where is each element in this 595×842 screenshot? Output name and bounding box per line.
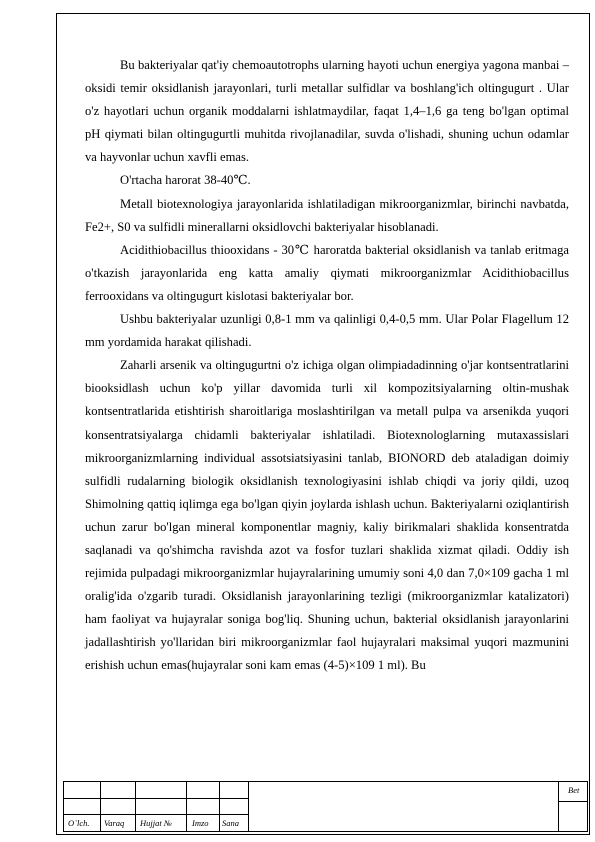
stamp-label-sheet: Varaq bbox=[104, 818, 125, 828]
stamp-sheet-number-cell bbox=[558, 801, 588, 832]
paragraph: Bu bakteriyalar qat'iy chemoautotrophs ularning hayoti uchun energiya yagona manbai – oksidi temir oksidlanish jarayonlari, turli metallar sulfidlar va boshlang'ich oltingugurt . Ular o'z hayotlari uchun organik moddalarni ishlatmaydilar, faqat 1,4–1,6 ga teng bo'lgan optimal pH qiymati bilan oltingugurtli muhitda rivojlanadilar, suvda o'lishadi, shuning uchun odamlar va hayvonlar uchun xavfli emas. bbox=[85, 58, 569, 165]
stamp-cell bbox=[63, 781, 101, 799]
paragraph: Zaharli arsenik va oltingugurtni o'z ichiga olgan olimpiadadinning o'jar kontsentratlarini biooksidlash uchun ko'p yillar davomida turli xil kompozitsiyalarning oltin-mushak kontsentratlarida etishtirish sharoitlariga moslashtirilgan va metall pulpa va arsenikda yuqori konsentratsiyalarga chidamli bakteriyalar ishlatiladi. Biotexnologlarning mutaxassislari mikroorganizmlarning individual assotsiatsiyasini tanlab, BIONORD deb ataladigan doimiy sulfidli rudalarning biologik oksidlanish texnologiyasini ishlab chiqdi va joriy qildi, uzoq Shimolning qattiq iqlimga ega bo'lgan qiyin joylarda ishlash uchun. Bakteriyalarni oziqlantirish uchun zarur bo'lgan mineral komponentlar magniy, kaliy birikmalari shaklida konsentratda saqlanadi va qo'shimcha ravishda azot va fosfor tuzlari shaklida xizmat qiladi. Oddiy ish rejimida pulpadagi mikroorganizmlar hujayralarining umumiy soni 4,0 dan 7,0×109 gacha 1 ml oralig'ida o'zgarib turadi. Oksidlanish jarayonlarining tezligi (mikroorganizmlar katalizatori) ham faoliyat va hujayralar soniga bog'liq. Shuning uchun, bakterial oksidlanish jarayonlarini jadallashtirish yo'llaridan biri mikroorganizmlar faol hujayralari maksimal yuqori mazmunini erishish uchun emas(hujayralar soni kam emas (4-5)×109 1 ml). Bu bbox=[85, 358, 569, 673]
stamp-cell bbox=[219, 781, 249, 799]
paragraph: Acidithiobacillus thiooxidans - 30℃ haroratda bakterial oksidlanish va tanlab eritmaga o'tkazish jarayonlarida eng katta amaliy qiymati mikroorganizmlar Acidithiobacillus ferrooxidans va oltingugurt kislotasi bakteriyalar bor. bbox=[85, 242, 569, 303]
document-body bbox=[85, 54, 569, 678]
paragraph: O'rtacha harorat 38-40℃. bbox=[120, 173, 251, 188]
stamp-cell bbox=[63, 798, 101, 815]
paragraph: Metall biotexnologiya jarayonlarida ishlatiladigan mikroorganizmlar, birinchi navbatda, Fe2+, S0 va sulfidli minerallarni oksidlovchi bakteriyalar hisoblanadi. bbox=[85, 196, 569, 234]
stamp-cell bbox=[186, 798, 220, 815]
stamp-cell bbox=[135, 781, 187, 799]
stamp-cell bbox=[135, 798, 187, 815]
stamp-label-signature: Imzo bbox=[192, 818, 209, 828]
stamp-cell bbox=[100, 781, 136, 799]
stamp-label-date: Sana bbox=[222, 818, 239, 828]
stamp-sheet-label: Bet bbox=[568, 785, 580, 795]
stamp-label-measure: O`lch. bbox=[68, 818, 90, 828]
stamp-cell bbox=[219, 798, 249, 815]
title-block bbox=[58, 781, 588, 832]
stamp-label-document: Hujjat № bbox=[140, 818, 172, 828]
stamp-cell bbox=[186, 781, 220, 799]
paragraph: Ushbu bakteriyalar uzunligi 0,8-1 mm va qalinligi 0,4-0,5 mm. Ular Polar Flagellum 12 mm yordamida harakat qilishadi. bbox=[85, 312, 569, 350]
stamp-cell bbox=[100, 798, 136, 815]
stamp-title-cell bbox=[248, 781, 559, 832]
